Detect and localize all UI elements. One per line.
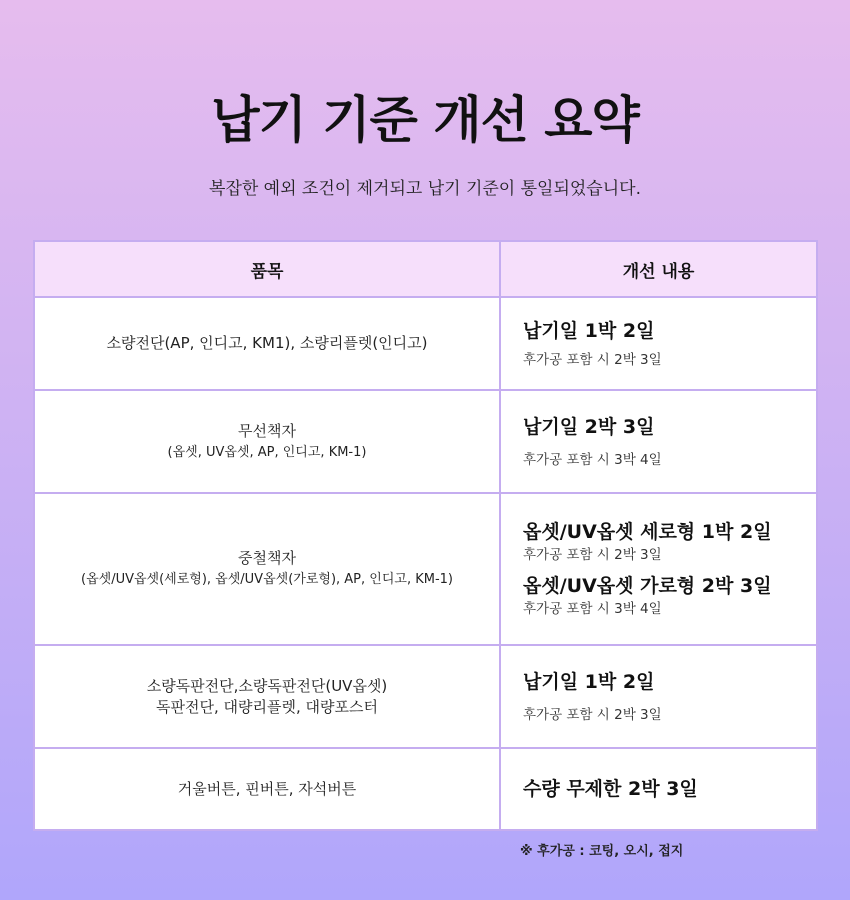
detail-cell (500, 390, 817, 493)
page-subtitle: 복잡한 예외 조건이 제거되고 납기 기준이 통일되었습니다. (209, 179, 641, 199)
detail-cell (500, 748, 817, 830)
detail-cell (500, 297, 817, 390)
detail-sub: 후가공 포함 시 3박 4일 (523, 601, 662, 617)
header-item: 품목 (34, 241, 500, 297)
item-cell (34, 493, 500, 645)
table-header-row (34, 241, 817, 297)
item-name: 소량독판전단,소량독판전단(UV옵셋) (146, 676, 388, 695)
detail-main: 납기일 2박 3일 (523, 415, 655, 438)
table-row (34, 748, 817, 830)
detail-sub: 후가공 포함 시 2박 3일 (523, 547, 662, 563)
item-name: 거울버튼, 핀버튼, 자석버튼 (177, 779, 357, 798)
item-cell (34, 390, 500, 493)
item-detail: (옵셋, UV옵셋, AP, 인디고, KM-1) (167, 444, 367, 460)
detail-main: 납기일 1박 2일 (523, 319, 655, 342)
detail-sub: 후가공 포함 시 2박 3일 (523, 706, 662, 723)
footnote: ※ 후가공 : 코팅, 오시, 접지 (520, 844, 684, 859)
detail-cell (500, 645, 817, 748)
detail-main: 옵셋/UV옵셋 가로형 2박 3일 (523, 575, 772, 597)
table-row (34, 493, 817, 645)
item-name: 무선책자 (238, 421, 296, 440)
detail-main: 납기일 1박 2일 (523, 670, 655, 693)
delivery-table (33, 240, 818, 831)
table-row (34, 645, 817, 748)
item-detail: 독판전단, 대량리플렛, 대량포스터 (156, 697, 378, 716)
item-cell (34, 297, 500, 390)
item-cell (34, 645, 500, 748)
item-cell (34, 748, 500, 830)
table-row (34, 390, 817, 493)
detail-sub: 후가공 포함 시 2박 3일 (523, 351, 662, 368)
detail-main: 옵셋/UV옵셋 세로형 1박 2일 (523, 521, 772, 543)
header-improvement: 개선 내용 (500, 241, 817, 297)
page-title: 납기 기준 개선 요약 (211, 91, 639, 149)
detail-sub: 후가공 포함 시 3박 4일 (523, 451, 662, 468)
table-row (34, 297, 817, 390)
detail-main: 수량 무제한 2박 3일 (523, 778, 698, 800)
item-name: 소량전단(AP, 인디고, KM1), 소량리플렛(인디고) (106, 334, 428, 352)
item-detail: (옵셋/UV옵셋(세로형), 옵셋/UV옵셋(가로형), AP, 인디고, KM-1) (81, 572, 453, 587)
item-name: 중철책자 (238, 549, 296, 567)
detail-cell (500, 493, 817, 645)
